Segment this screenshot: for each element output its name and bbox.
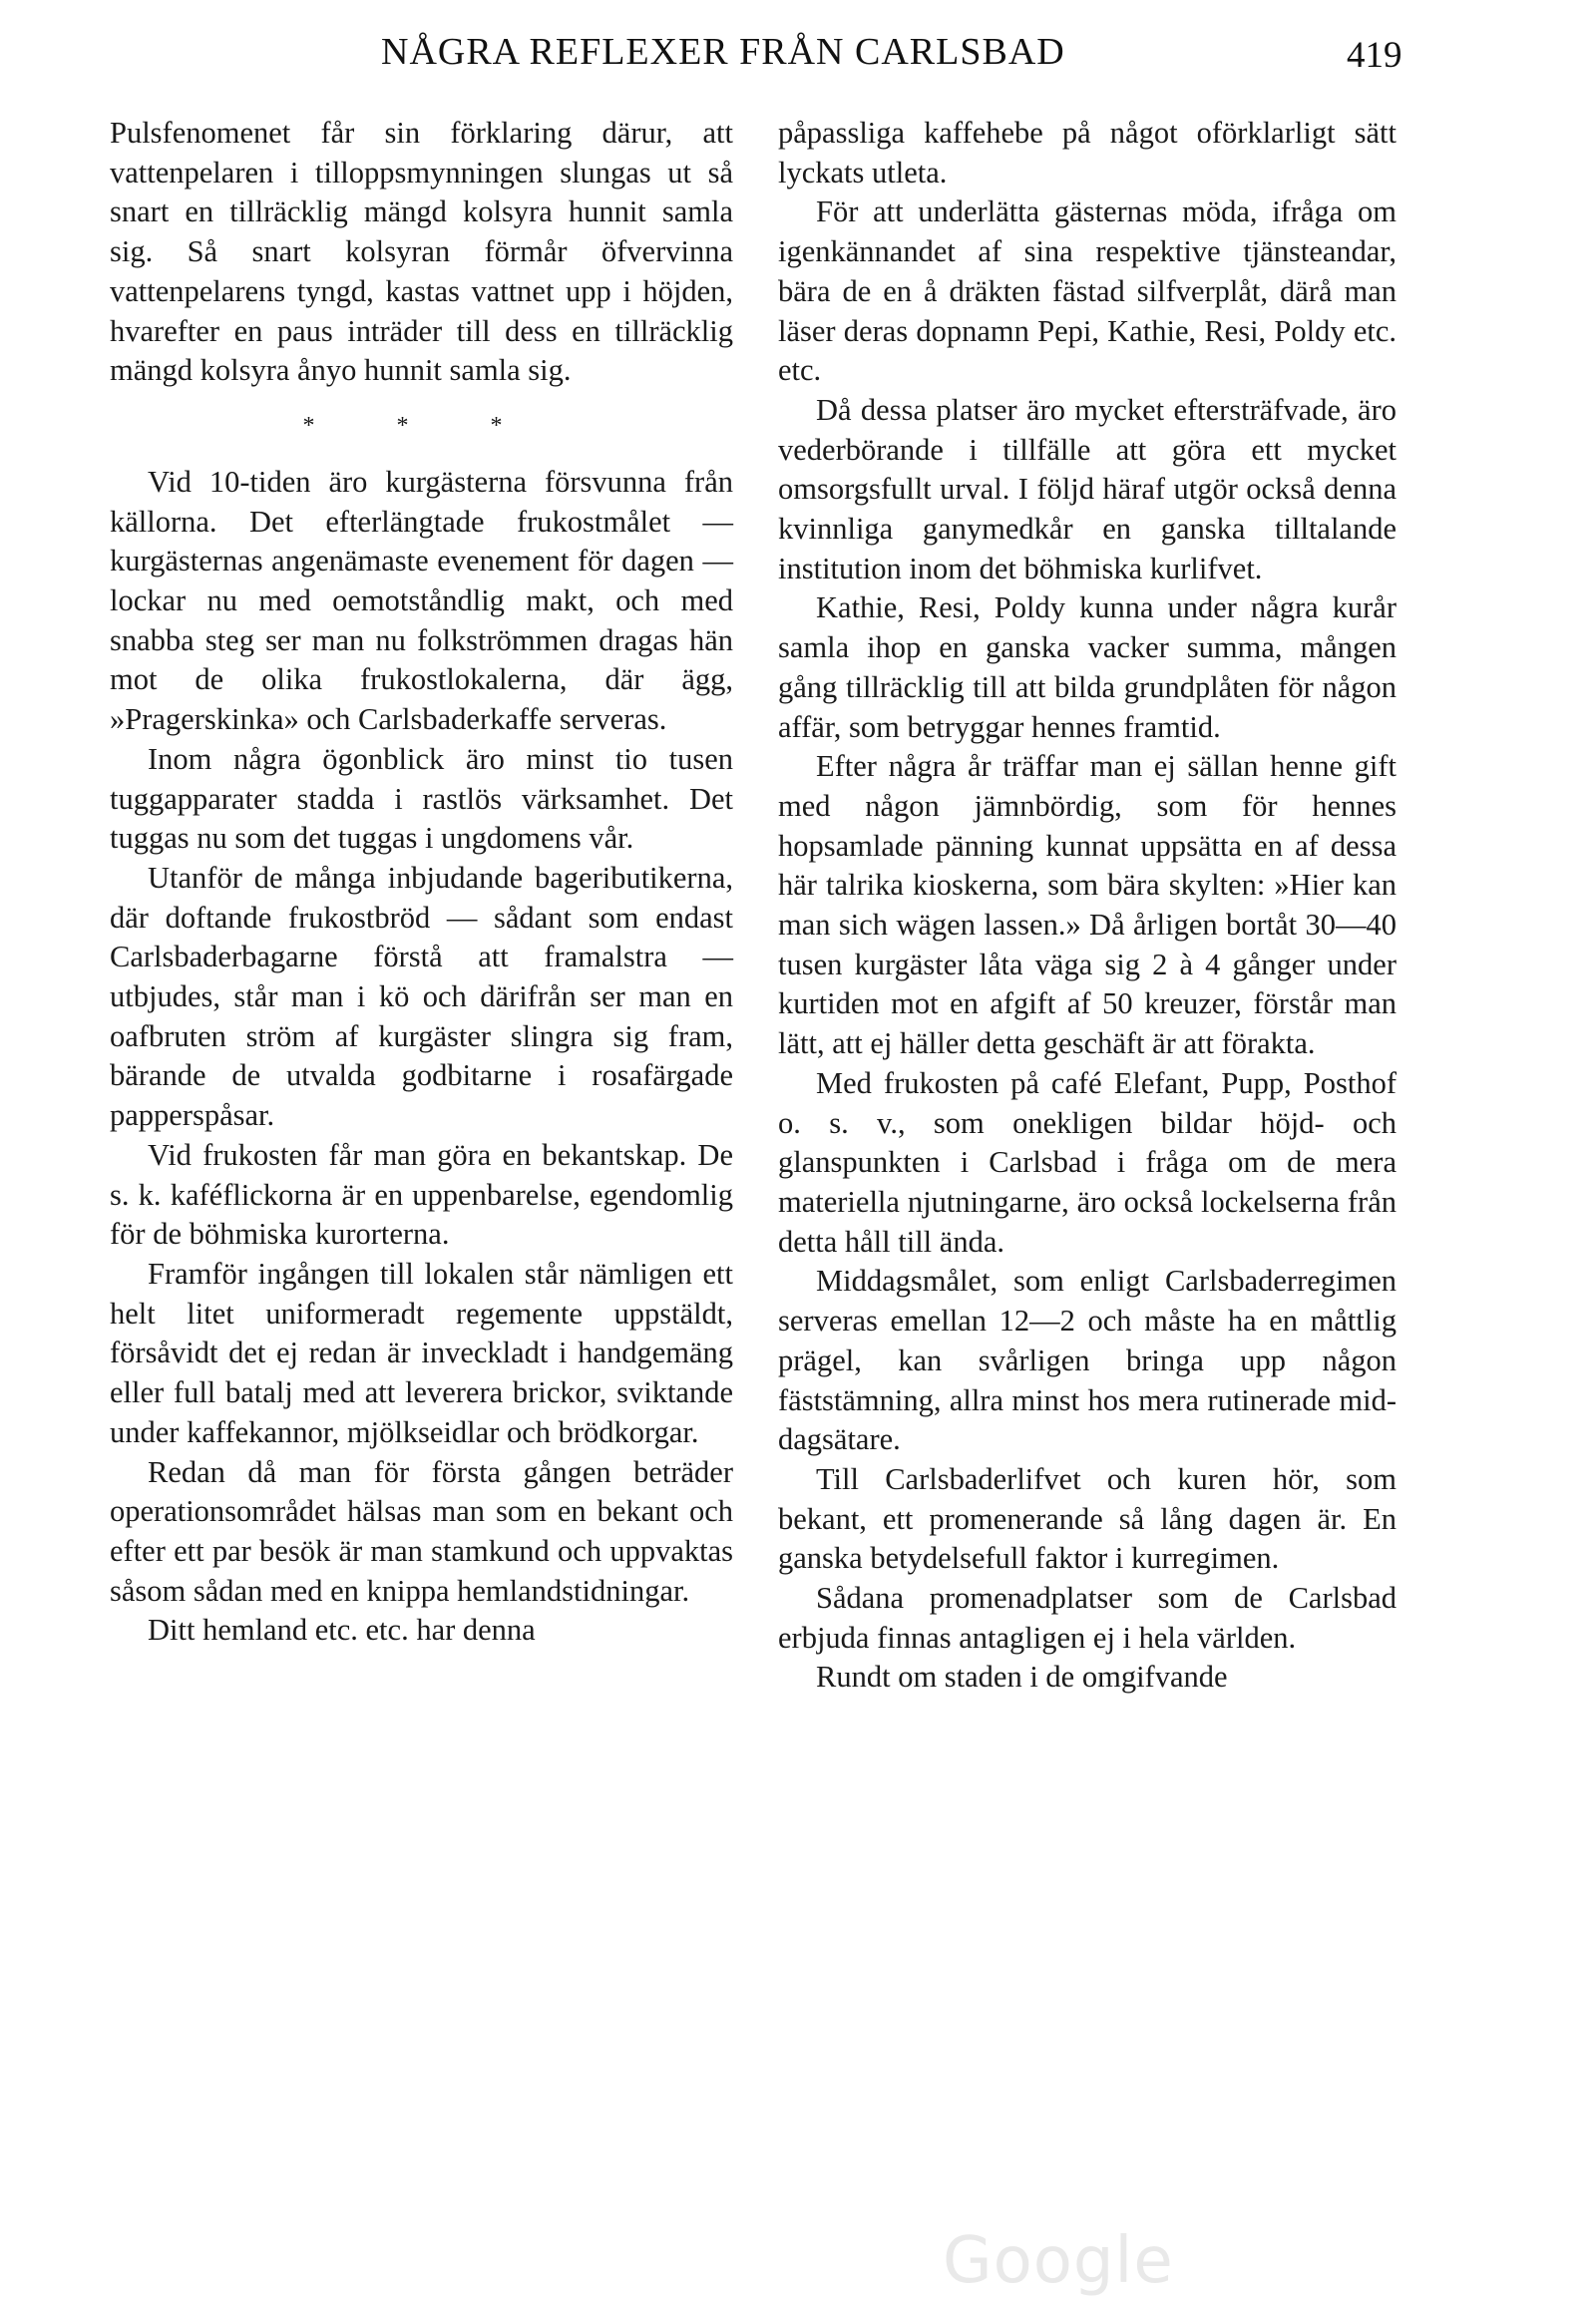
paragraph: Vid 10-tiden äro kurgästerna försvunna från källorna. Det efterlängtade frukostmålet — kurgästernas angenämaste evenement för dagen — lockar nu med oemotståndlig makt, och med snabba steg ser man nu folkströmmen dragas hän mot de olika frukostlokalerna, där ägg, »Pragerskinka» och Carlsbaderkaffe serveras.: [110, 464, 733, 737]
running-head: NÅGRA REFLEXER FRÅN CARLSBAD: [381, 31, 1065, 73]
paragraph: Redan då man för första gången beträder operationsområdet hälsas man som en bekant och efter ett par besök är man stamkund och uppvaktas såsom sådan med en knippa hemlandstidningar.: [110, 1454, 733, 1608]
paragraph: För att underlätta gästernas möda, ifråga om igenkännandet af sina respektive tjänsteandar, bära de en å dräkten fästad silfverplåt, därå man läser deras dopnamn Pepi, Kathie, Resi, Poldy etc. etc.: [778, 194, 1396, 388]
paragraph: Sådana promenadplatser som de Carlsbad erbjuda finnas antagligen ej i hela världen.: [778, 1581, 1396, 1655]
paragraph: Efter några år träffar man ej sällan henne gift med någon jämnbördig, som för hennes hopsamlade pänning kunnat uppsätta en af dessa här talrika kioskerna, som bära skylten: »Hier kan man sich wägen lassen.» Då årligen bortåt 30—40 tusen kurgäster låta väga sig 2 à 4 gånger under kurtiden mot en afgift af 50 kreuzer, förstår man lätt, att ej häller detta geschäft är att förakta.: [778, 749, 1396, 1061]
paragraph: Framför ingången till lokalen står nämligen ett helt litet uniformeradt regemente uppstäldt, försåvidt det ej redan är inveckladt i handgemäng eller full batalj med att leverera brickor, sviktande under kaffekannor, mjölkseidlar och brödkorgar.: [110, 1256, 733, 1449]
paragraph: Ditt hemland etc. etc. har denna: [148, 1613, 536, 1648]
paragraph: Till Carlsbaderlifvet och kuren hör, som bekant, ett promenerande så lång dagen är. En ganska betydelsefull faktor i kurregimen.: [778, 1461, 1396, 1576]
section-separator: * * *: [302, 412, 541, 439]
paragraph: Kathie, Resi, Poldy kunna under några kurår samla ihop en ganska vacker summa, mången gång tillräcklig till att bilda grundplåten för någon affär, som betryggar hennes framtid.: [778, 590, 1396, 744]
page-number: 419: [1347, 35, 1402, 76]
paragraph: Middagsmålet, som enligt Carlsbaderregimen serveras emellan 12—2 och måste ha en måttlig prägel, kan svårligen bringa upp någon fäststämning, allra minst hos mera rutinerade middagsätare.: [778, 1264, 1396, 1457]
paragraph: Med frukosten på café Elefant, Pupp, Posthof o. s. v., som onekligen bildar höjd- och glanspunkten i Carlsbad i fråga om de mera materiella njutningarne, äro också lockelserna från detta håll till ända.: [778, 1065, 1396, 1259]
paragraph: Utanför de många inbjudande bageributikerna, där doftande frukostbröd — sådant som endast Carlsbaderbagarne förstå att framalstra — utbjudes, står man i kö och därifrån ser man en oafbruten ström af kurgäster slingra sig fram, bärande de utvalda godbitarne i rosafärgade papperspåsar.: [110, 860, 733, 1133]
paragraph: Pulsfenomenet får sin förklaring därur, att vattenpelaren i tilloppsmynningen slungas ut så snart en tillräcklig mängd kolsyra hunnit samla sig. Så snart kolsyran förmår öfvervinna vattenpelarens tyngd, kastas vattnet upp i höjden, hvarefter en paus inträder till dess en tillräcklig mängd kolsyra ånyo hunnit samla sig.: [110, 116, 733, 388]
paragraph: Rundt om staden i de omgifvande: [816, 1660, 1228, 1695]
paragraph: Inom några ögonblick äro minst tio tusen tuggapparater stadda i rastlös värksamhet. Det tuggas nu som det tuggas i ungdomens vår.: [110, 741, 733, 856]
right-column: [778, 114, 1396, 1698]
google-watermark: Google: [943, 2224, 1174, 2298]
paragraph: påpassliga kaffehebe på något oförklarligt sätt lyckats utleta.: [778, 116, 1396, 190]
paragraph: Då dessa platser äro mycket eftersträfvade, äro vederbörande i tillfälle att göra ett mycket omsorgsfullt urval. I följd häraf utgör också denna kvinnliga ganymedkår en ganska tilltalande institution inom det böhmiska kurlifvet.: [778, 392, 1396, 585]
left-column: [110, 114, 733, 1651]
paragraph: Vid frukosten får man göra en bekantskap. De s. k. kaféflickorna är en uppenbarelse, egendomlig för de böhmiska kurorterna.: [110, 1137, 733, 1252]
